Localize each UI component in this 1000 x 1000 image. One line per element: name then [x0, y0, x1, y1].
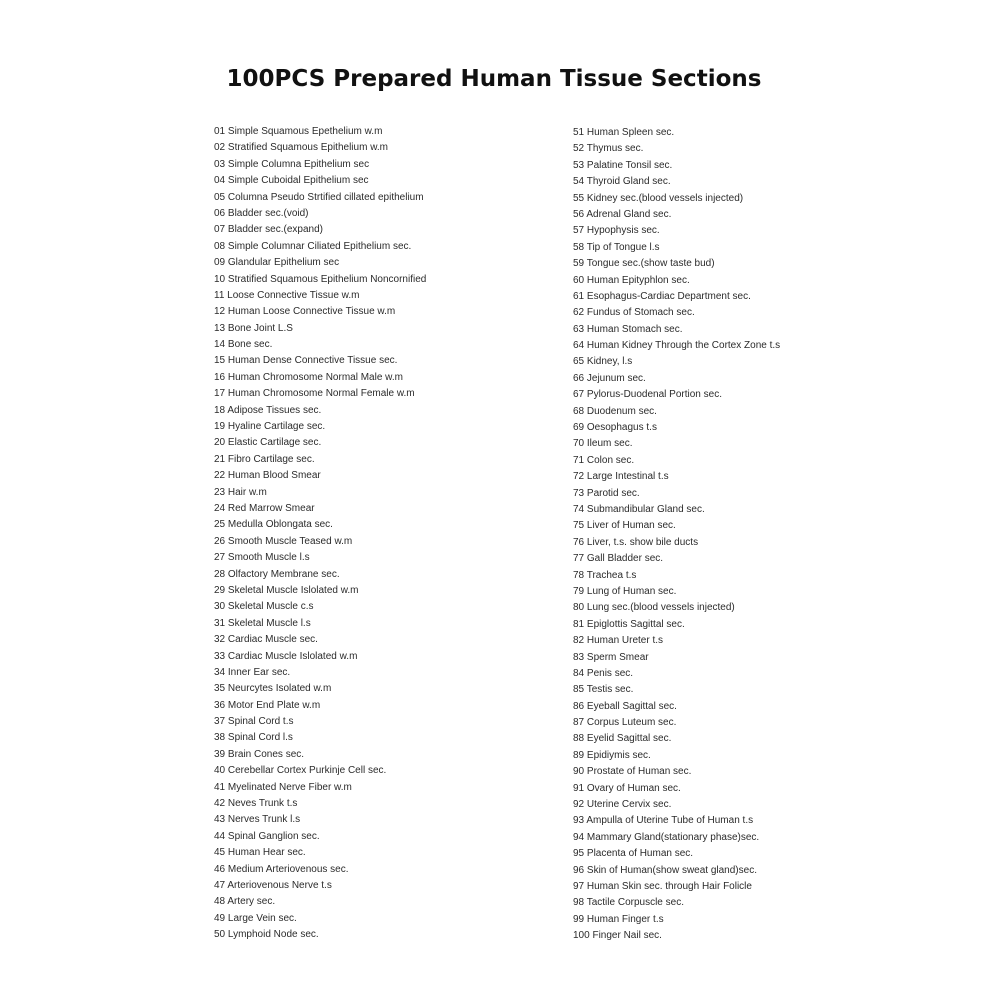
- list-item: 74 Submandibular Gland sec.: [573, 503, 705, 515]
- list-item: 07 Bladder sec.(expand): [214, 224, 323, 236]
- list-item: 91 Ovary of Human sec.: [573, 782, 681, 794]
- list-item: 65 Kidney, l.s: [573, 356, 633, 368]
- list-item: 11 Loose Connective Tissue w.m: [214, 289, 360, 301]
- list-item: 47 Arteriovenous Nerve t.s: [214, 879, 332, 891]
- list-item: 13 Bone Joint L.S: [214, 322, 293, 334]
- list-item: 06 Bladder sec.(void): [214, 207, 309, 219]
- list-item: 21 Fibro Cartilage sec.: [214, 453, 315, 465]
- list-item: 37 Spinal Cord t.s: [214, 716, 294, 728]
- list-item: 09 Glandular Epithelium sec: [214, 257, 340, 269]
- left-column-list: [214, 124, 426, 944]
- list-item: 58 Tip of Tongue l.s: [573, 241, 660, 253]
- list-item: 10 Stratified Squamous Epithelium Noncornified: [214, 273, 427, 285]
- list-item: 72 Large Intestinal t.s: [573, 471, 669, 483]
- list-item: 39 Brain Cones sec.: [214, 748, 305, 760]
- list-item: 62 Fundus of Stomach sec.: [573, 307, 695, 319]
- list-item: 75 Liver of Human sec.: [573, 520, 676, 532]
- list-item: 29 Skeletal Muscle Islolated w.m: [214, 584, 359, 596]
- list-item: 82 Human Ureter t.s: [573, 635, 664, 647]
- list-item: 18 Adipose Tissues sec.: [214, 404, 322, 416]
- list-item: 42 Neves Trunk t.s: [214, 798, 298, 810]
- list-item: 12 Human Loose Connective Tissue w.m: [214, 306, 396, 318]
- list-item: 30 Skeletal Muscle c.s: [214, 601, 314, 613]
- list-item: 36 Motor End Plate w.m: [214, 699, 321, 711]
- list-item: 19 Hyaline Cartilage sec.: [214, 421, 326, 433]
- list-item: 41 Myelinated Nerve Fiber w.m: [214, 781, 352, 793]
- list-item: 55 Kidney sec.(blood vessels injected): [573, 192, 744, 204]
- page-title: 100PCS Prepared Human Tissue Sections: [226, 66, 762, 92]
- list-item: 05 Columna Pseudo Strtified cillated epithelium: [214, 191, 424, 203]
- list-item: 02 Stratified Squamous Epithelium w.m: [214, 142, 388, 154]
- list-item: 67 Pylorus-Duodenal Portion sec.: [573, 389, 722, 401]
- list-item: 68 Duodenum sec.: [573, 405, 657, 417]
- list-item: 31 Skeletal Muscle l.s: [214, 617, 311, 629]
- list-item: 27 Smooth Muscle l.s: [214, 552, 310, 564]
- list-item: 03 Simple Columna Epithelium sec: [214, 158, 370, 170]
- list-item: 92 Uterine Cervix sec.: [573, 799, 672, 811]
- list-item: 85 Testis sec.: [573, 684, 634, 696]
- list-item: 70 Ileum sec.: [573, 438, 633, 450]
- list-item: 96 Skin of Human(show sweat gland)sec.: [573, 864, 757, 876]
- list-item: 66 Jejunum sec.: [573, 372, 646, 384]
- list-item: 24 Red Marrow Smear: [214, 502, 315, 514]
- list-item: 26 Smooth Muscle Teased w.m: [214, 535, 353, 547]
- list-item: 99 Human Finger t.s: [573, 913, 664, 925]
- list-item: 16 Human Chromosome Normal Male w.m: [214, 371, 403, 383]
- list-item: 88 Eyelid Sagittal sec.: [573, 733, 672, 745]
- list-item: 04 Simple Cuboidal Epithelium sec: [214, 175, 369, 187]
- list-item: 33 Cardiac Muscle Islolated w.m: [214, 650, 358, 662]
- list-item: 40 Cerebellar Cortex Purkinje Cell sec.: [214, 765, 387, 777]
- list-item: 79 Lung of Human sec.: [573, 585, 677, 597]
- list-item: 56 Adrenal Gland sec.: [573, 208, 672, 220]
- list-item: 95 Placenta of Human sec.: [573, 848, 694, 860]
- right-column-list: [573, 125, 780, 945]
- list-item: 43 Nerves Trunk l.s: [214, 814, 301, 826]
- list-item: 25 Medulla Oblongata sec.: [214, 519, 333, 531]
- list-item: 32 Cardiac Muscle sec.: [214, 634, 318, 646]
- list-item: 46 Medium Arteriovenous sec.: [214, 863, 349, 875]
- list-item: 54 Thyroid Gland sec.: [573, 176, 671, 188]
- list-item: 53 Palatine Tonsil sec.: [573, 159, 673, 171]
- list-item: 77 Gall Bladder sec.: [573, 553, 664, 565]
- list-item: 97 Human Skin sec. through Hair Folicle: [573, 880, 752, 892]
- list-item: 14 Bone sec.: [214, 339, 273, 351]
- list-item: 61 Esophagus-Cardiac Department sec.: [573, 290, 751, 302]
- list-item: 71 Colon sec.: [573, 454, 635, 466]
- list-item: 90 Prostate of Human sec.: [573, 766, 692, 778]
- list-item: 93 Ampulla of Uterine Tube of Human t.s: [573, 815, 754, 827]
- list-item: 22 Human Blood Smear: [214, 470, 321, 482]
- list-item: 38 Spinal Cord l.s: [214, 732, 293, 744]
- list-item: 23 Hair w.m: [214, 486, 267, 498]
- list-item: 84 Penis sec.: [573, 667, 634, 679]
- list-item: 15 Human Dense Connective Tissue sec.: [214, 355, 398, 367]
- list-item: 59 Tongue sec.(show taste bud): [573, 258, 715, 270]
- list-item: 78 Trachea t.s: [573, 569, 637, 581]
- list-item: 81 Epiglottis Sagittal sec.: [573, 618, 685, 630]
- list-item: 100 Finger Nail sec.: [573, 930, 662, 942]
- list-item: 64 Human Kidney Through the Cortex Zone t.s: [573, 340, 781, 352]
- list-item: 87 Corpus Luteum sec.: [573, 717, 677, 729]
- list-item: 86 Eyeball Sagittal sec.: [573, 700, 677, 712]
- list-item: 44 Spinal Ganglion sec.: [214, 830, 320, 842]
- list-item: 50 Lymphoid Node sec.: [214, 929, 319, 941]
- list-item: 01 Simple Squamous Epethelium w.m: [214, 126, 383, 137]
- list-item: 60 Human Epityphlon sec.: [573, 274, 690, 286]
- list-item: 83 Sperm Smear: [573, 651, 649, 663]
- list-item: 51 Human Spleen sec.: [573, 127, 675, 138]
- list-item: 45 Human Hear sec.: [214, 847, 306, 859]
- list-item: 69 Oesophagus t.s: [573, 422, 657, 434]
- list-item: 80 Lung sec.(blood vessels injected): [573, 602, 735, 614]
- list-item: 34 Inner Ear sec.: [214, 666, 291, 678]
- list-item: 49 Large Vein sec.: [214, 912, 297, 924]
- list-item: 98 Tactile Corpuscle sec.: [573, 897, 684, 909]
- list-item: 63 Human Stomach sec.: [573, 323, 683, 335]
- list-item: 52 Thymus sec.: [573, 143, 644, 155]
- list-item: 57 Hypophysis sec.: [573, 225, 660, 237]
- list-item: 17 Human Chromosome Normal Female w.m: [214, 388, 415, 400]
- list-item: 35 Neurcytes Isolated w.m: [214, 683, 332, 695]
- list-item: 73 Parotid sec.: [573, 487, 640, 499]
- list-item: 08 Simple Columnar Ciliated Epithelium sec.: [214, 240, 412, 252]
- list-item: 76 Liver, t.s. show bile ducts: [573, 536, 699, 548]
- list-item: 20 Elastic Cartilage sec.: [214, 437, 322, 449]
- list-item: 89 Epidiymis sec.: [573, 749, 651, 761]
- list-item: 94 Mammary Gland(stationary phase)sec.: [573, 831, 760, 843]
- list-item: 28 Olfactory Membrane sec.: [214, 568, 340, 580]
- list-item: 48 Artery sec.: [214, 896, 276, 908]
